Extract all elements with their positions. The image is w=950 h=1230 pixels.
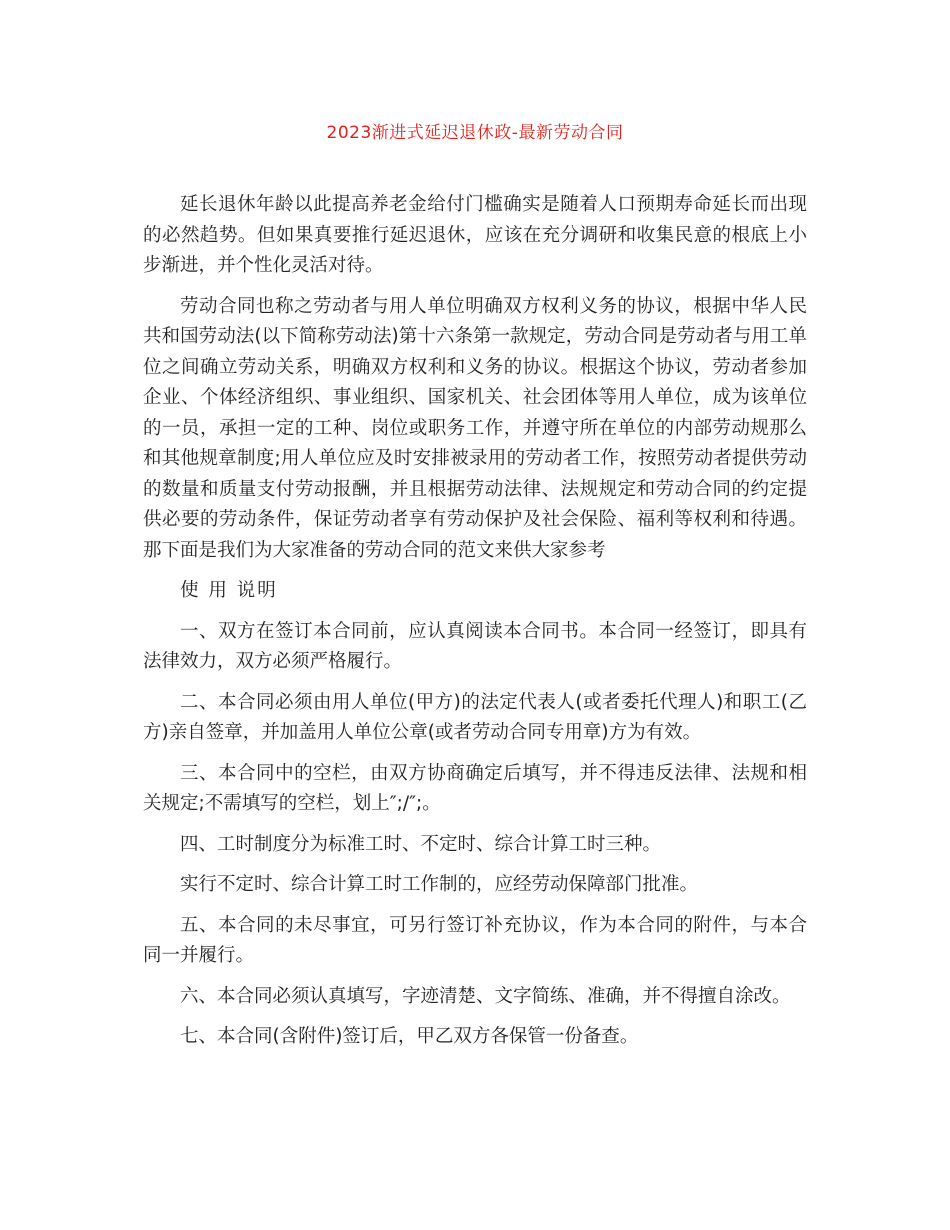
instruction-item-7: 七、本合同(含附件)签订后，甲乙双方各保管一份备查。: [180, 1026, 639, 1047]
instruction-item-1: 一、双方在签订本合同前，应认真阅读本合同书。本合同一经签订，即具有法律效力，双方必须严格履行。: [143, 620, 807, 672]
instruction-item-6: 六、本合同必须认真填写，字迹清楚、文字简练、准确，并不得擅自涂改。: [180, 985, 791, 1007]
instruction-item-4: 四、工时制度分为标准工时、不定时、综合计算工时三种。: [180, 833, 662, 855]
document-body: [143, 190, 807, 1063]
section-heading-instructions: 使 用 说明: [180, 580, 278, 601]
instruction-item-4-note: 实行不定时、综合计算工时工作制的，应经劳动保障部门批准。: [180, 874, 699, 895]
instruction-item-5: 五、本合同的未尽事宜，可另行签订补充协议，作为本合同的附件，与本合同一并履行。: [143, 914, 807, 966]
paragraph-retirement: 延长退休年龄以此提高养老金给付门槛确实是随着人口预期寿命延长而出现的必然趋势。但如果真要推行延迟退休，应该在充分调研和收集民意的根底上小步渐进，并个性化灵活对待。: [143, 194, 807, 276]
paragraph-contract-definition: 劳动合同也称之劳动者与用人单位明确双方权利义务的协议，根据中华人民共和国劳动法(以下简称劳动法)第十六条第一款规定，劳动合同是劳动者与用工单位之间确立劳动关系，明确双方权利和义务的协议。根据这个协议，劳动者参加企业、个体经济组织、事业组织、国家机关、社会团体等用人单位，成为该单位的一员，承担一定的工种、岗位或职务工作，并遵守所在单位的内部劳动规那么和其他规章制度;用人单位应及时安排被录用的劳动者工作，按照劳动者提供劳动的数量和质量支付劳动报酬，并且根据劳动法律、法规规定和劳动合同的约定提供必要的劳动条件，保证劳动者享有劳动保护及社会保险、福利等权利和待遇。那下面是我们为大家准备的劳动合同的范文来供大家参考: [143, 295, 807, 561]
document-title: 2023渐进式延迟退休政-最新劳动合同: [326, 123, 624, 143]
instruction-item-2: 二、本合同必须由用人单位(甲方)的法定代表人(或者委托代理人)和职工(乙方)亲自签章，并加盖用人单位公章(或者劳动合同专用章)方为有效。: [143, 691, 807, 743]
instruction-item-3: 三、本合同中的空栏，由双方协商确定后填写，并不得违反法律、法规和相关规定;不需填写的空栏，划上″;/″;。: [143, 762, 807, 814]
